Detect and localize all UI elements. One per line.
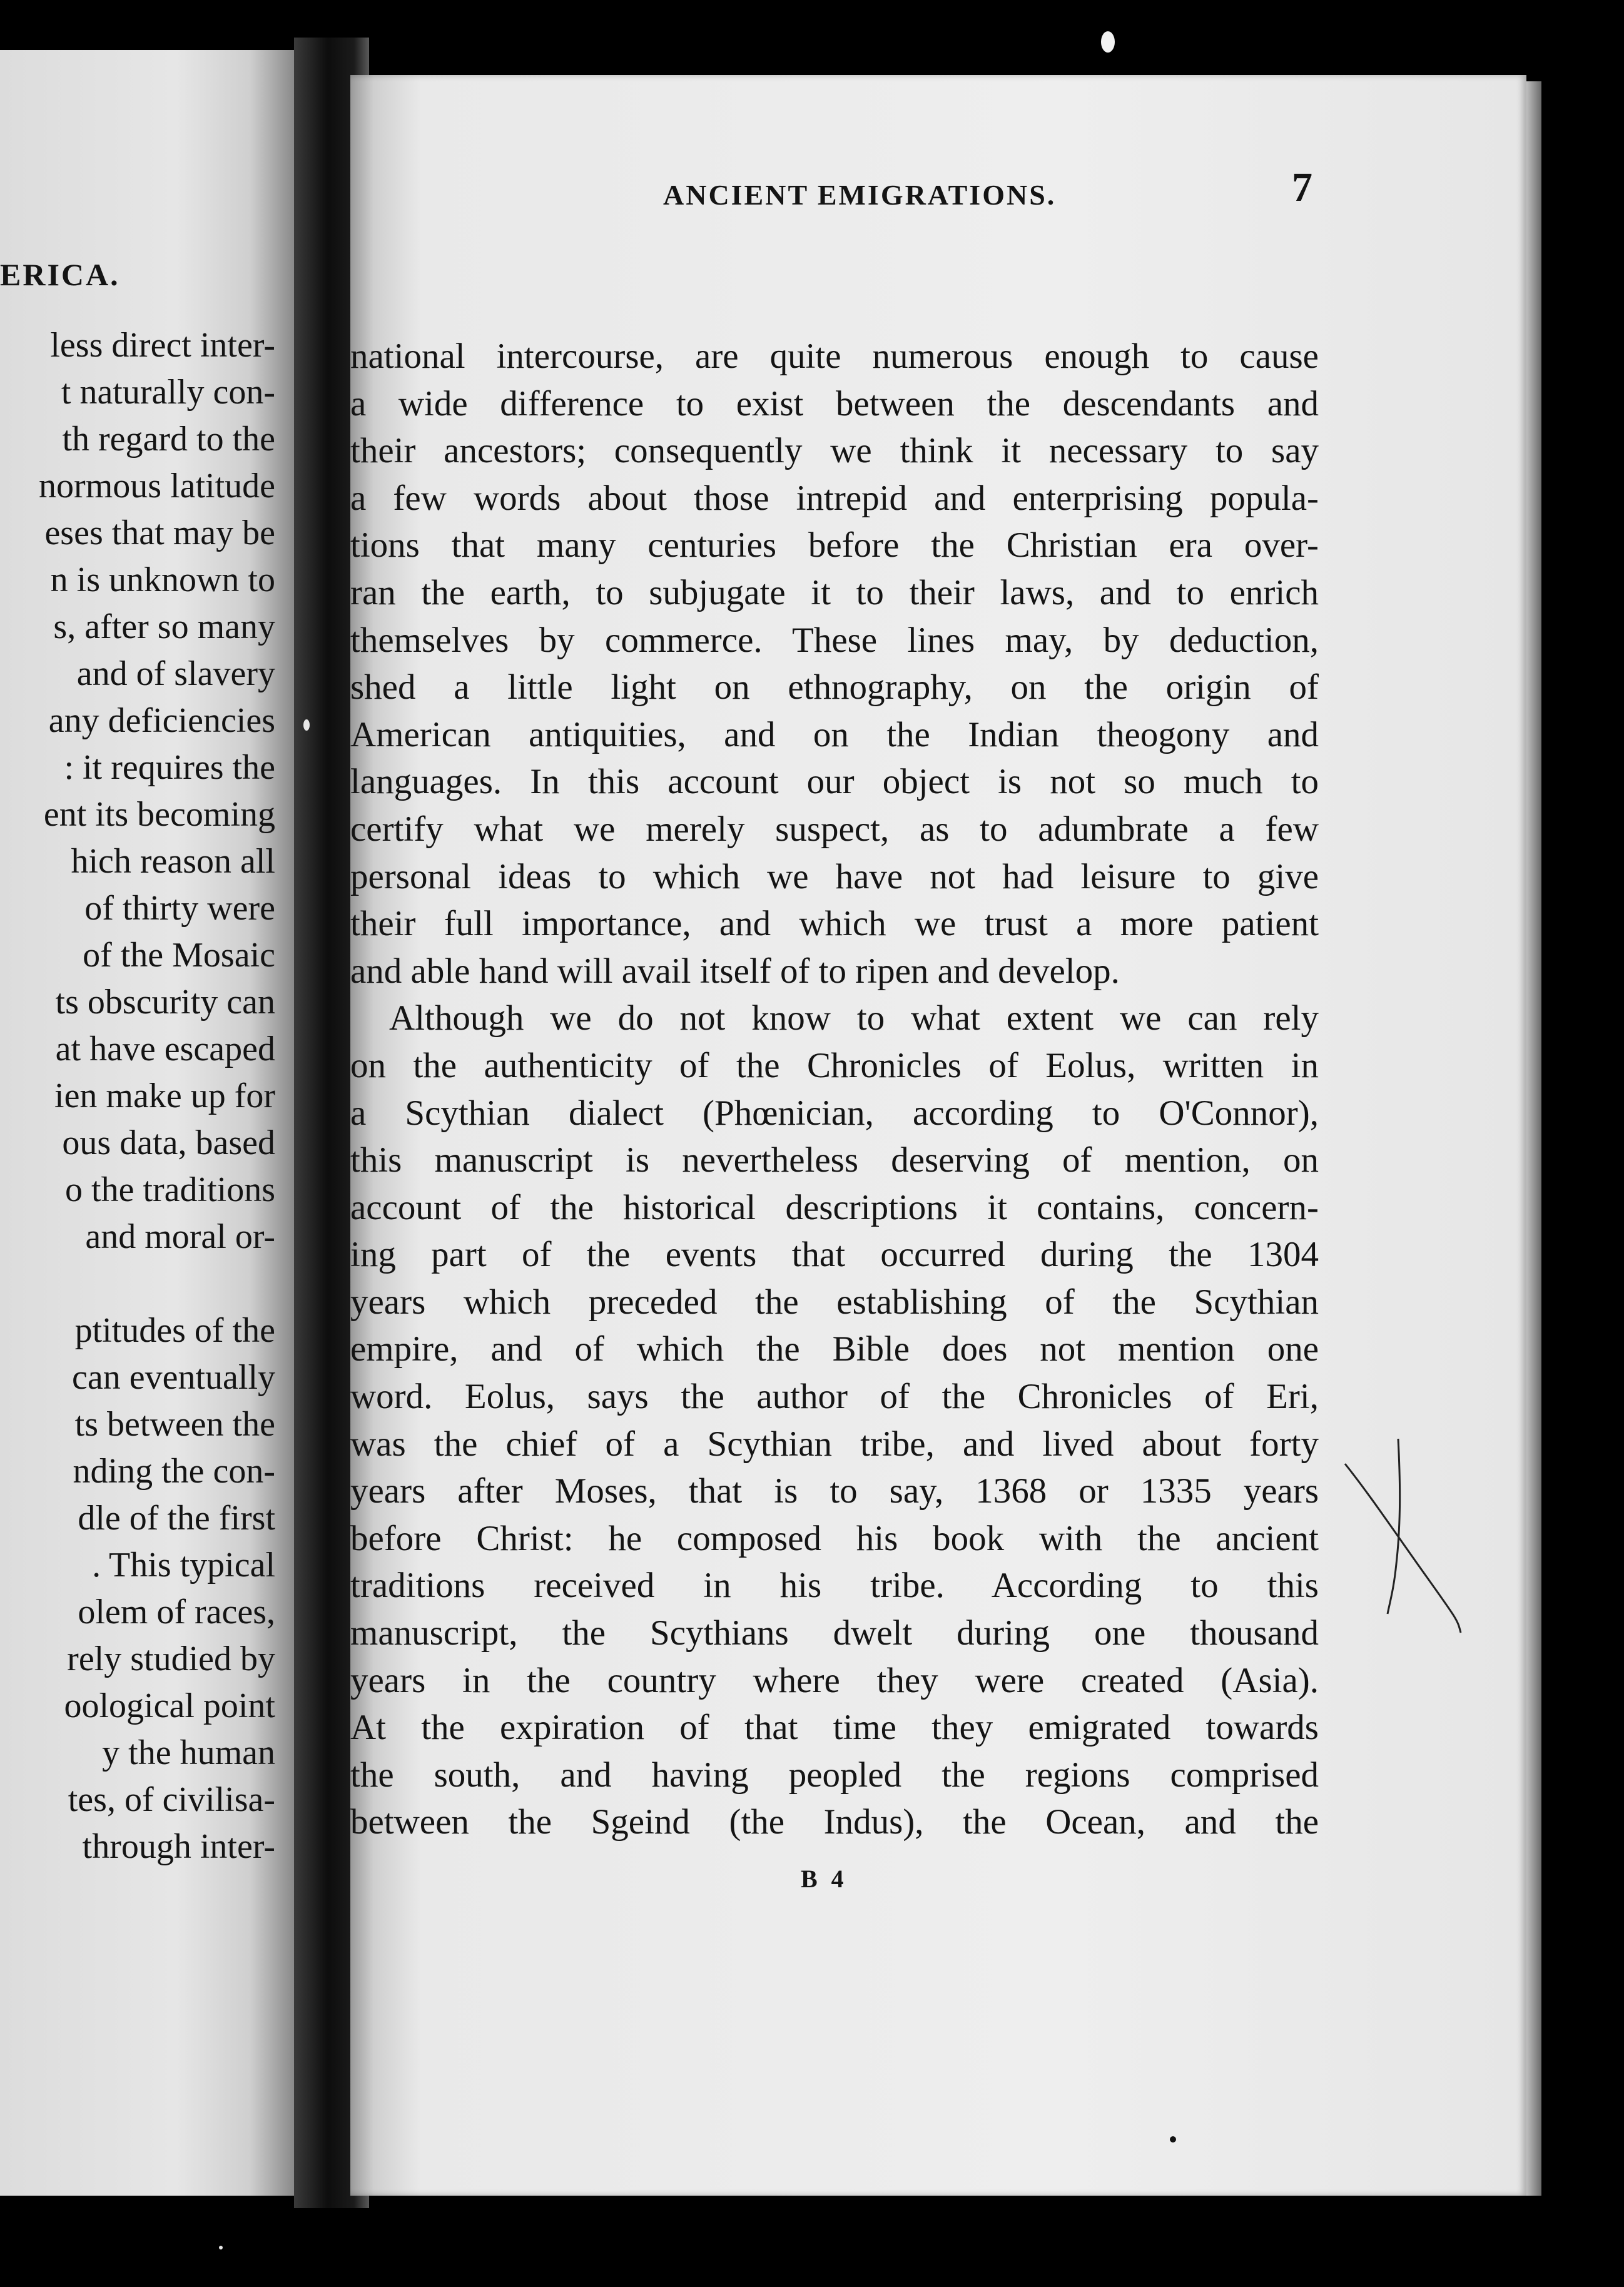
facing-page-line: oological point bbox=[64, 1686, 275, 1725]
facing-page-line: and of slavery bbox=[76, 654, 275, 693]
text-line: years in the country where they were created (Asia). bbox=[350, 1660, 1319, 1700]
facing-page-line: olem of races, bbox=[78, 1593, 275, 1631]
text-line: on the authenticity of the Chronicles of Eolus, written in bbox=[350, 1045, 1319, 1085]
text-line: this manuscript is nevertheless deserving of mention, on bbox=[350, 1140, 1319, 1180]
text-line: themselves by commerce. These lines may, by deduction, bbox=[350, 620, 1319, 660]
facing-page-line: normous latitude bbox=[39, 467, 275, 505]
facing-page-line: can eventually bbox=[72, 1358, 275, 1397]
text-line: Although we do not know to what extent we can rely bbox=[389, 998, 1319, 1038]
pencil-stroke bbox=[1345, 1464, 1461, 1633]
facing-page-line: and moral or- bbox=[85, 1217, 275, 1256]
text-line: languages. In this account our object is not so much to bbox=[350, 762, 1319, 802]
text-line: their ancestors; consequently we think it necessary to say bbox=[350, 431, 1319, 471]
ink-speck bbox=[1101, 31, 1115, 53]
facing-page-text bbox=[39, 322, 275, 1870]
facing-page-line: th regard to the bbox=[62, 420, 275, 459]
text-line: years after Moses, that is to say, 1368 or 1335 years bbox=[350, 1471, 1319, 1511]
text-line: a few words about those intrepid and enterprising popula- bbox=[350, 478, 1319, 518]
text-line: personal ideas to which we have not had leisure to give bbox=[350, 856, 1319, 896]
facing-page-line: any deficiencies bbox=[48, 701, 275, 740]
facing-page-line: ien make up for bbox=[54, 1077, 275, 1115]
text-line: before Christ: he composed his book with the ancient bbox=[350, 1518, 1319, 1558]
body-text bbox=[350, 333, 1319, 1846]
pencil-stroke bbox=[1388, 1439, 1400, 1614]
text-line: At the expiration of that time they emigrated towards bbox=[350, 1708, 1319, 1748]
text-line: and able hand will avail itself of to ripen and develop. bbox=[350, 951, 1120, 991]
running-head: ANCIENT EMIGRATIONS. bbox=[663, 179, 1057, 211]
facing-page-line: ts obscurity can bbox=[55, 983, 275, 1022]
page-edge bbox=[1526, 81, 1541, 2196]
facing-page-line: ous data, based bbox=[62, 1123, 275, 1162]
text-line: tions that many centuries before the Christian era over- bbox=[350, 525, 1319, 565]
text-line: American antiquities, and on the Indian theogony and bbox=[350, 714, 1319, 754]
text-line: between the Sgeind (the Indus), the Ocean, and the bbox=[350, 1802, 1319, 1842]
facing-page-line: s, after so many bbox=[53, 607, 275, 646]
facing-page-line: n is unknown to bbox=[50, 560, 275, 599]
text-line: ing part of the events that occurred during the 1304 bbox=[350, 1235, 1319, 1275]
facing-page-line: tes, of civilisa- bbox=[68, 1780, 275, 1819]
facing-page-line: y the human bbox=[102, 1733, 275, 1772]
facing-page-line: eses that may be bbox=[44, 514, 275, 552]
text-line: ran the earth, to subjugate it to their laws, and to enrich bbox=[350, 572, 1319, 612]
text-line: their full importance, and which we trust a more patient bbox=[350, 904, 1319, 944]
facing-page-line: o the traditions bbox=[65, 1170, 275, 1209]
text-line: account of the historical descriptions it contains, concern- bbox=[350, 1187, 1319, 1227]
text-line: shed a little light on ethnography, on the origin of bbox=[350, 667, 1319, 707]
text-line: word. Eolus, says the author of the Chronicles of Eri, bbox=[350, 1377, 1319, 1417]
facing-page-line: ts between the bbox=[74, 1405, 275, 1444]
facing-page-line: ptitudes of the bbox=[74, 1311, 275, 1350]
ink-speck bbox=[303, 719, 310, 731]
text-line: years which preceded the establishing of the Scythian bbox=[350, 1282, 1319, 1322]
text-line: traditions received in his tribe. According to this bbox=[350, 1566, 1319, 1606]
text-line: manuscript, the Scythians dwelt during one thousand bbox=[350, 1613, 1319, 1653]
text-line: certify what we merely suspect, as to adumbrate a few bbox=[350, 809, 1319, 849]
facing-page-header: ERICA. bbox=[0, 257, 120, 292]
facing-page-line: through inter- bbox=[82, 1827, 275, 1866]
facing-page-line: less direct inter- bbox=[50, 326, 275, 365]
page-number: 7 bbox=[1292, 165, 1312, 210]
text-line: empire, and of which the Bible does not mention one bbox=[350, 1329, 1319, 1369]
facing-page-line: of the Mosaic bbox=[83, 936, 275, 975]
facing-page-line: ent its becoming bbox=[43, 795, 275, 834]
pencil-cross-mark bbox=[1332, 1426, 1470, 1639]
facing-page bbox=[0, 50, 294, 2196]
facing-page-line: rely studied by bbox=[67, 1640, 275, 1678]
text-line: the south, and having peopled the regions comprised bbox=[350, 1755, 1319, 1795]
ink-speck bbox=[1170, 2136, 1176, 2142]
facing-page-line: hich reason all bbox=[71, 842, 275, 881]
facing-page-line: t naturally con- bbox=[61, 373, 275, 412]
facing-page-line: of thirty were bbox=[84, 889, 275, 928]
facing-page-line: : it requires the bbox=[64, 748, 275, 787]
facing-page-line bbox=[39, 1260, 275, 1307]
text-line: a wide difference to exist between the descendants and bbox=[350, 383, 1319, 423]
facing-page-line: nding the con- bbox=[73, 1452, 275, 1491]
text-line: a Scythian dialect (Phœnician, according to O'Connor), bbox=[350, 1093, 1319, 1133]
text-line: national intercourse, are quite numerous enough to cause bbox=[350, 337, 1319, 376]
facing-page-line: at have escaped bbox=[55, 1030, 275, 1068]
facing-page-line: dle of the first bbox=[78, 1499, 275, 1538]
ink-speck bbox=[219, 2246, 223, 2249]
facing-page-line: . This typical bbox=[92, 1546, 275, 1585]
text-line: was the chief of a Scythian tribe, and lived about forty bbox=[350, 1424, 1319, 1464]
signature-mark: B 4 bbox=[801, 1865, 848, 1893]
